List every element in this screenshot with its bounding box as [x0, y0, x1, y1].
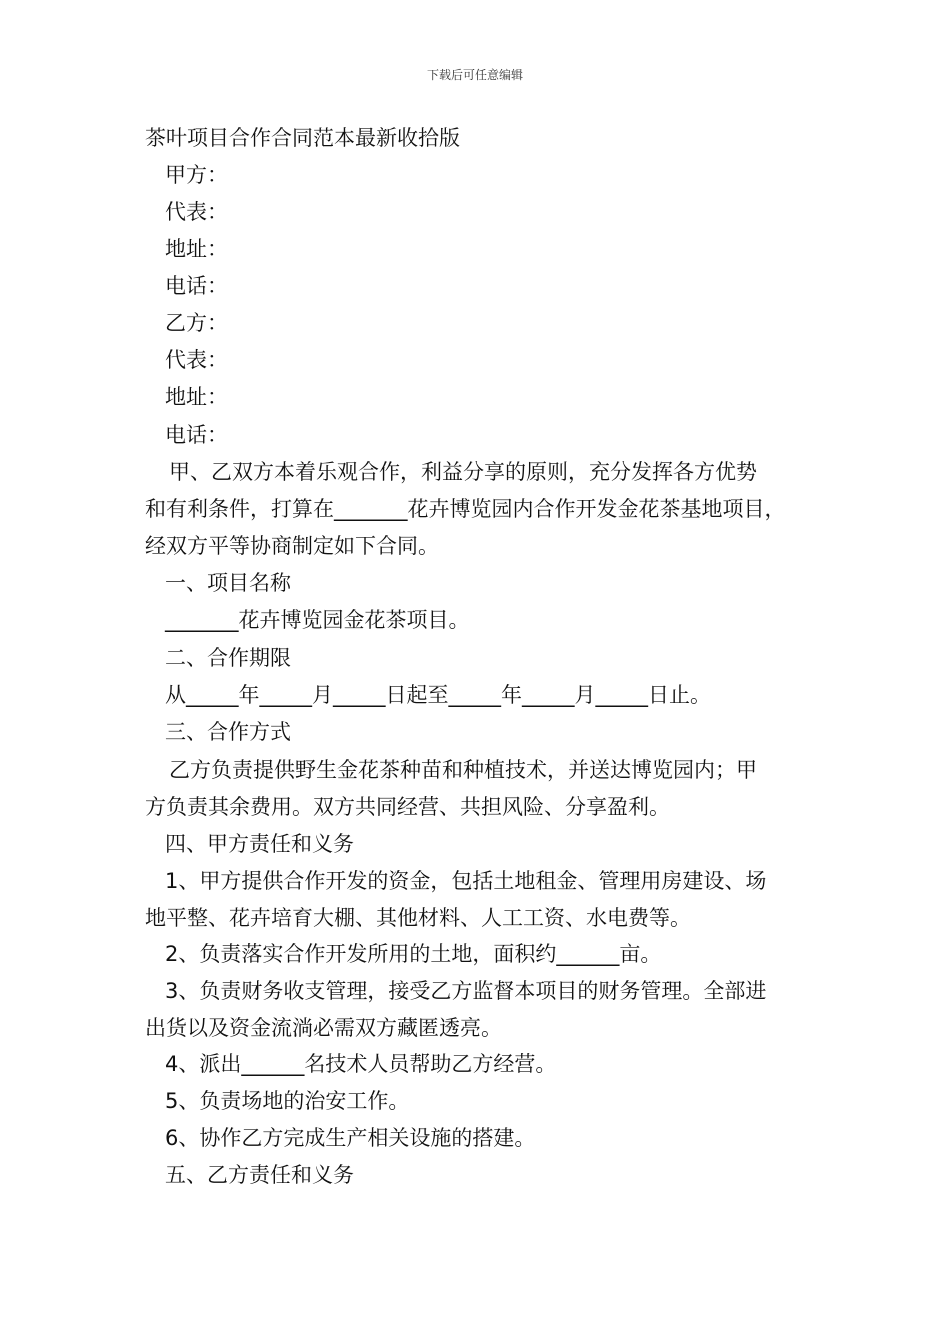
section-3-heading: 三、合作方式: [165, 720, 291, 744]
party-b-label: 乙方：: [165, 311, 228, 335]
section-4-item-3-line-1: 3、负责财务收支管理，接受乙方监督本项目的财务管理。全部进: [165, 979, 767, 1003]
section-4-item-6: 6、协作乙方完成生产相关设施的搭建。: [165, 1126, 536, 1150]
section-4-item-3-line-2: 出货以及资金流淌必需双方藏匿透亮。: [145, 1016, 502, 1040]
section-2-text: 从_____年_____月_____日起至_____年_____月_____日止。: [165, 683, 711, 707]
page-header-note: 下载后可任意编辑: [426, 68, 523, 82]
section-1-text: _______花卉博览园金花茶项目。: [165, 608, 470, 632]
section-5-heading: 五、乙方责任和义务: [165, 1163, 354, 1187]
section-3-line-1: 乙方负责提供野生金花茶种苗和种植技术，并送达博览园内；甲: [169, 758, 757, 782]
intro-line-2: 和有利条件，打算在_______花卉博览园内合作开发金花茶基地项目，: [145, 497, 786, 521]
party-b-address: 地址：: [165, 385, 228, 409]
section-4-item-4: 4、派出______名技术人员帮助乙方经营。: [165, 1052, 557, 1076]
section-4-item-1-line-1: 1、甲方提供合作开发的资金，包括土地租金、管理用房建设、场: [165, 869, 767, 893]
party-a-phone: 电话：: [165, 274, 228, 298]
section-3-line-2: 方负责其余费用。双方共同经营、共担风险、分享盈利。: [145, 795, 670, 819]
party-a-address: 地址：: [165, 237, 228, 261]
intro-line-1: 甲、乙双方本着乐观合作，利益分享的原则，充分发挥各方优势: [169, 460, 757, 484]
intro-line-3: 经双方平等协商制定如下合同。: [145, 534, 439, 558]
party-b-rep: 代表：: [165, 348, 228, 372]
section-4-item-2: 2、负责落实合作开发所用的土地，面积约______亩。: [165, 942, 662, 966]
party-a-rep: 代表：: [165, 200, 228, 224]
section-1-heading: 一、项目名称: [165, 571, 291, 595]
party-b-phone: 电话：: [165, 423, 228, 447]
document-title: 茶叶项目合作合同范本最新收拾版: [145, 126, 460, 150]
section-2-heading: 二、合作期限: [165, 646, 291, 670]
section-4-item-5: 5、负责场地的治安工作。: [165, 1089, 410, 1113]
section-4-heading: 四、甲方责任和义务: [165, 832, 354, 856]
party-a-label: 甲方：: [165, 163, 228, 187]
section-4-item-1-line-2: 地平整、花卉培育大棚、其他材料、人工工资、水电费等。: [145, 906, 691, 930]
